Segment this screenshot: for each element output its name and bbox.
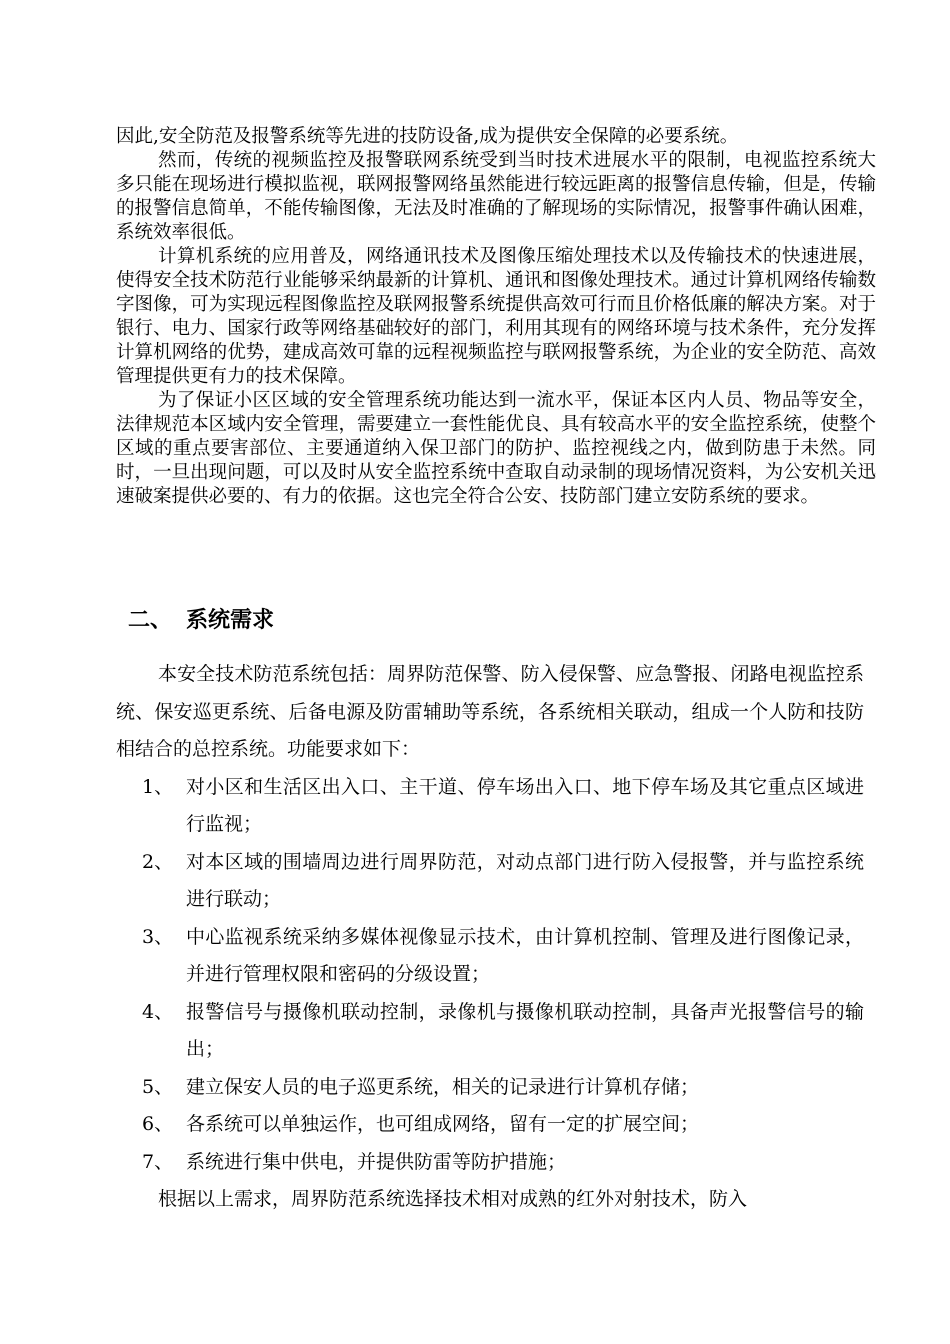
list-item-text: 对小区和生活区出入口、主干道、停车场出入口、地下停车场及其它重点区域进行监视；	[186, 775, 864, 835]
paragraph-1: 因此,安全防范及报警系统等先进的技防设备,成为提供安全保障的必要系统。	[116, 126, 739, 147]
list-item	[116, 1106, 864, 1144]
closing-paragraph: 根据以上需求，周界防范系统选择技术相对成熟的红外对射技术，防入	[158, 1188, 748, 1210]
list-item-number: 3、	[142, 925, 174, 948]
list-item-text: 各系统可以单独运作，也可组成网络，留有一定的扩展空间；	[186, 1113, 700, 1135]
list-item-number: 2、	[142, 850, 174, 873]
list-item-text: 系统进行集中供电，并提供防雷等防护措施；	[186, 1150, 567, 1173]
paragraph-3: 计算机系统的应用普及，网络通讯技术及图像压缩处理技术以及传输技术的快速进展，使得安全技术防范行业能够采纳最新的计算机、通讯和图像处理技术。通过计算机网络传输数字图像，可为实现远程图像监控及联网报警系统提供高效可行而且价格低廉的解决方案。对于银行、电力、国家行政等网络基础较好的部门，利用其现有的网络环境与技术条件，充分发挥计算机网络的优势，建成高效可靠的远程视频监控与联网报警系统，为企业的安全防范、高效管理提供更有力的技术保障。	[116, 246, 876, 387]
paragraph-4: 为了保证小区区域的安全管理系统功能达到一流水平，保证本区内人员、物品等安全，法律规范本区域内安全管理，需要建立一套性能优良、具有较高水平的安全监控系统，使整个区域的重点要害部位、主要通道纳入保卫部门的防护、监控视线之内，做到防患于未然。同时，一旦出现问题，可以及时从安全监控系统中查取自动录制的现场情况资料，为公安机关迅速破案提供必要的、有力的依据。这也完全符合公安、技防部门建立安防系统的要求。	[116, 390, 876, 507]
section-title: 系统需求	[186, 608, 275, 633]
list-item	[116, 919, 864, 994]
list-item	[116, 1144, 864, 1182]
list-item-text: 对本区域的围墙周边进行周界防范，对动点部门进行防入侵报警，并与监控系统进行联动；	[186, 850, 864, 910]
list-item-text: 建立保安人员的电子巡更系统，相关的记录进行计算机存储；	[186, 1075, 700, 1098]
list-item	[116, 844, 864, 919]
section-heading	[128, 606, 274, 636]
list-item-text: 中心监视系统采纳多媒体视像显示技术，由计算机控制、管理及进行图像记录，并进行管理权限和密码的分级设置；	[186, 925, 864, 985]
list-item-number: 4、	[142, 1000, 174, 1023]
body-text-block	[116, 125, 876, 509]
list-item	[116, 994, 864, 1069]
list-item-number: 1、	[142, 775, 174, 798]
list-item-number: 5、	[142, 1075, 174, 1098]
list-item-number: 7、	[142, 1150, 174, 1173]
list-item	[116, 769, 864, 844]
list-item-number: 6、	[142, 1113, 174, 1135]
list-item	[116, 1069, 864, 1107]
paragraph-2: 然而，传统的视频监控及报警联网系统受到当时技术进展水平的限制，电视监控系统大多只能在现场进行模拟监视，联网报警网络虽然能进行较远距离的报警信息传输，但是，传输的报警信息简单，不能传输图像，无法及时准确的了解现场的实际情况，报警事件确认困难，系统效率很低。	[116, 150, 876, 243]
section-number: 二、	[128, 608, 173, 633]
list-item-text: 报警信号与摄像机联动控制，录像机与摄像机联动控制，具备声光报警信号的输出；	[186, 1000, 864, 1060]
requirements-list	[116, 769, 864, 1182]
requirements-section	[116, 656, 864, 1219]
intro-paragraph: 本安全技术防范系统包括：周界防范保警、防入侵保警、应急警报、闭路电视监控系统、保安巡更系统、后备电源及防雷辅助等系统，各系统相关联动，组成一个人防和技防相结合的总控系统。功能要求如下：	[116, 663, 864, 760]
